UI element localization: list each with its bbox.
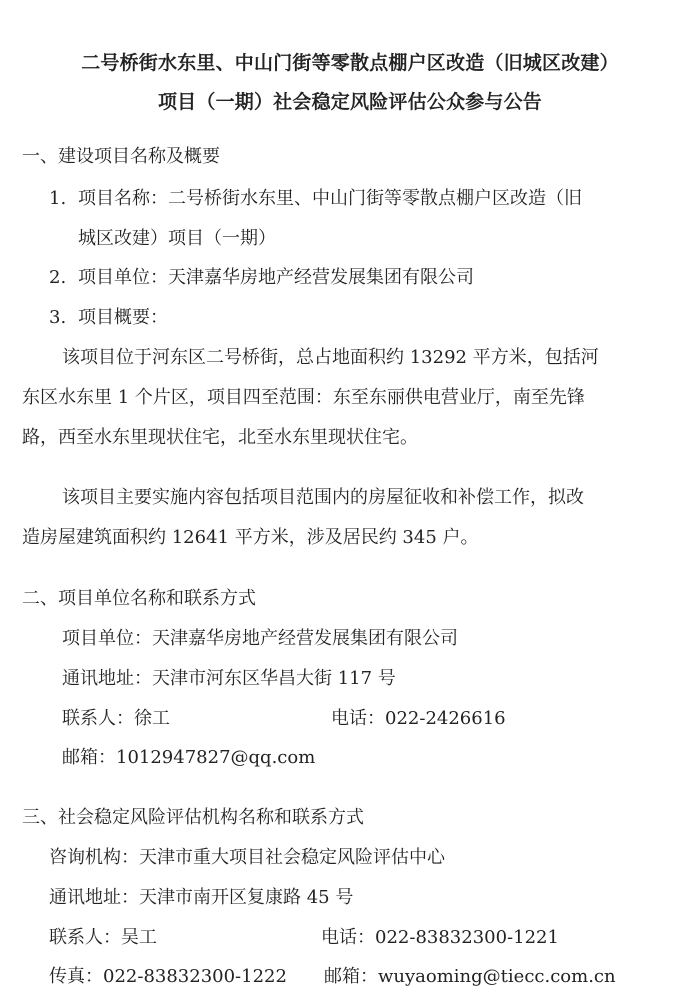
item1-number: 1. xyxy=(49,188,67,209)
item2-number: 2. xyxy=(49,267,67,288)
section3-agency: 咨询机构：天津市重大项目社会稳定风险评估中心 xyxy=(49,847,445,868)
title-line-2: 项目（一期）社会稳定风险评估公众参与公告 xyxy=(157,91,542,113)
item1-text-line2: 城区改建）项目（一期） xyxy=(78,228,276,249)
item3-number: 3. xyxy=(49,307,67,328)
overview-para2-line2: 造房屋建筑面积约 12641 平方米，涉及居民约 345 户。 xyxy=(22,527,479,548)
section3-heading: 三、社会稳定风险评估机构名称和联系方式 xyxy=(22,807,364,828)
item3-text: 项目概要： xyxy=(78,307,168,328)
overview-para1-line2: 东区水东里 1 个片区，项目四至范围：东至东丽供电营业厅，南至先锋 xyxy=(22,387,585,408)
section3-email: 邮箱：wuyaoming@tiecc.com.cn xyxy=(324,966,616,987)
section3-address: 通讯地址：天津市南开区复康路 45 号 xyxy=(49,887,354,908)
section2-address: 通讯地址：天津市河东区华昌大街 117 号 xyxy=(62,668,396,689)
overview-para2-line1: 该项目主要实施内容包括项目范围内的房屋征收和补偿工作，拟改 xyxy=(62,487,584,508)
item1-text-line1: 项目名称：二号桥街水东里、中山门街等零散点棚户区改造（旧 xyxy=(78,188,582,209)
overview-para1-line3: 路，西至水东里现状住宅，北至水东里现状住宅。 xyxy=(22,427,418,448)
overview-para1-line1: 该项目位于河东区二号桥街，总占地面积约 13292 平方米，包括河 xyxy=(62,347,599,368)
section2-phone: 电话：022-2426616 xyxy=(331,708,506,729)
section2-heading: 二、项目单位名称和联系方式 xyxy=(22,588,256,609)
section2-unit: 项目单位：天津嘉华房地产经营发展集团有限公司 xyxy=(62,628,458,649)
section1-heading: 一、建设项目名称及概要 xyxy=(22,146,220,167)
section3-contact-person: 联系人：吴工 xyxy=(49,927,157,948)
section2-email: 邮箱：1012947827@qq.com xyxy=(62,747,316,768)
section3-phone: 电话：022-83832300-1221 xyxy=(321,927,559,948)
item2-text: 项目单位：天津嘉华房地产经营发展集团有限公司 xyxy=(78,267,474,288)
title-line-1: 二号桥街水东里、中山门街等零散点棚户区改造（旧城区改建） xyxy=(81,52,619,74)
section2-contact-person: 联系人：徐工 xyxy=(62,708,170,729)
section3-fax: 传真：022-83832300-1222 xyxy=(49,966,287,987)
